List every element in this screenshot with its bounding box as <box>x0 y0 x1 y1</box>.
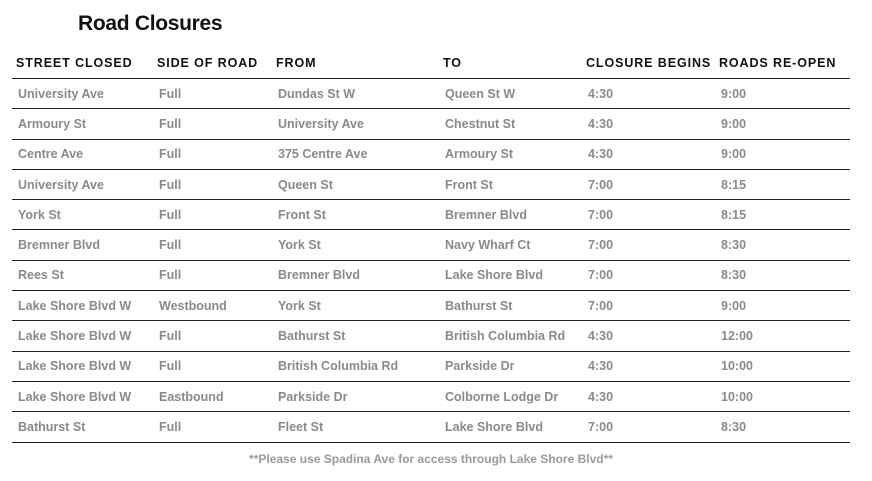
roads-re-open-cell: 8:30 <box>715 412 850 442</box>
street-closed-cell: Lake Shore Blvd W <box>12 291 153 321</box>
closure-begins-cell: 7:00 <box>582 260 715 290</box>
closure-begins-cell: 7:00 <box>582 412 715 442</box>
street-closed-cell: Bremner Blvd <box>12 230 153 260</box>
column-header-to: TO <box>439 48 582 79</box>
to-cell: Colborne Lodge Dr <box>439 381 582 411</box>
roads-re-open-cell: 8:15 <box>715 200 850 230</box>
street-closed-cell: Rees St <box>12 260 153 290</box>
roads-re-open-cell: 8:15 <box>715 169 850 199</box>
column-header-closure-begins: CLOSURE BEGINS <box>582 48 715 79</box>
table-row <box>12 381 850 411</box>
table-row <box>12 169 850 199</box>
closure-begins-cell: 4:30 <box>582 79 715 109</box>
street-closed-cell: University Ave <box>12 79 153 109</box>
street-closed-cell: Lake Shore Blvd W <box>12 351 153 381</box>
table-row <box>12 139 850 169</box>
from-cell: Fleet St <box>272 412 439 442</box>
street-closed-cell: Centre Ave <box>12 139 153 169</box>
to-cell: Chestnut St <box>439 109 582 139</box>
to-cell: British Columbia Rd <box>439 321 582 351</box>
roads-re-open-cell: 8:30 <box>715 230 850 260</box>
from-cell: York St <box>272 230 439 260</box>
roads-re-open-cell: 9:00 <box>715 139 850 169</box>
closure-begins-cell: 4:30 <box>582 381 715 411</box>
roads-re-open-cell: 9:00 <box>715 291 850 321</box>
table-row <box>12 109 850 139</box>
street-closed-cell: Lake Shore Blvd W <box>12 381 153 411</box>
side-of-road-cell: Full <box>153 139 272 169</box>
closure-begins-cell: 7:00 <box>582 291 715 321</box>
side-of-road-cell: Westbound <box>153 291 272 321</box>
table-row <box>12 200 850 230</box>
from-cell: Parkside Dr <box>272 381 439 411</box>
from-cell: Bathurst St <box>272 321 439 351</box>
table-row <box>12 321 850 351</box>
roads-re-open-cell: 10:00 <box>715 351 850 381</box>
side-of-road-cell: Eastbound <box>153 381 272 411</box>
to-cell: Queen St W <box>439 79 582 109</box>
closure-begins-cell: 4:30 <box>582 109 715 139</box>
side-of-road-cell: Full <box>153 200 272 230</box>
closure-begins-cell: 7:00 <box>582 200 715 230</box>
table-row <box>12 230 850 260</box>
to-cell: Front St <box>439 169 582 199</box>
footnote: **Please use Spadina Ave for access through Lake Shore Blvd** <box>249 452 613 466</box>
street-closed-cell: Armoury St <box>12 109 153 139</box>
table-row <box>12 79 850 109</box>
page-title: Road Closures <box>78 12 223 35</box>
side-of-road-cell: Full <box>153 351 272 381</box>
column-header-from: FROM <box>272 48 439 79</box>
from-cell: Dundas St W <box>272 79 439 109</box>
from-cell: Front St <box>272 200 439 230</box>
table-row <box>12 351 850 381</box>
side-of-road-cell: Full <box>153 169 272 199</box>
street-closed-cell: Bathurst St <box>12 412 153 442</box>
roads-re-open-cell: 8:30 <box>715 260 850 290</box>
side-of-road-cell: Full <box>153 321 272 351</box>
side-of-road-cell: Full <box>153 412 272 442</box>
road-closures-table <box>12 48 850 443</box>
roads-re-open-cell: 9:00 <box>715 109 850 139</box>
closure-begins-cell: 4:30 <box>582 351 715 381</box>
table-row <box>12 291 850 321</box>
column-header-roads-re-open: ROADS RE-OPEN <box>715 48 850 79</box>
to-cell: Bremner Blvd <box>439 200 582 230</box>
column-header-street-closed: STREET CLOSED <box>12 48 153 79</box>
closure-begins-cell: 7:00 <box>582 230 715 260</box>
side-of-road-cell: Full <box>153 260 272 290</box>
roads-re-open-cell: 9:00 <box>715 79 850 109</box>
closure-begins-cell: 4:30 <box>582 321 715 351</box>
closure-begins-cell: 7:00 <box>582 169 715 199</box>
to-cell: Navy Wharf Ct <box>439 230 582 260</box>
closure-begins-cell: 4:30 <box>582 139 715 169</box>
column-header-side-of-road: SIDE OF ROAD <box>153 48 272 79</box>
to-cell: Lake Shore Blvd <box>439 260 582 290</box>
side-of-road-cell: Full <box>153 230 272 260</box>
from-cell: 375 Centre Ave <box>272 139 439 169</box>
to-cell: Parkside Dr <box>439 351 582 381</box>
to-cell: Armoury St <box>439 139 582 169</box>
from-cell: University Ave <box>272 109 439 139</box>
table-header-row <box>12 48 850 79</box>
from-cell: Queen St <box>272 169 439 199</box>
side-of-road-cell: Full <box>153 109 272 139</box>
from-cell: British Columbia Rd <box>272 351 439 381</box>
street-closed-cell: University Ave <box>12 169 153 199</box>
to-cell: Lake Shore Blvd <box>439 412 582 442</box>
from-cell: Bremner Blvd <box>272 260 439 290</box>
table-row <box>12 260 850 290</box>
street-closed-cell: Lake Shore Blvd W <box>12 321 153 351</box>
roads-re-open-cell: 10:00 <box>715 381 850 411</box>
street-closed-cell: York St <box>12 200 153 230</box>
from-cell: York St <box>272 291 439 321</box>
roads-re-open-cell: 12:00 <box>715 321 850 351</box>
table-row <box>12 412 850 442</box>
side-of-road-cell: Full <box>153 79 272 109</box>
to-cell: Bathurst St <box>439 291 582 321</box>
